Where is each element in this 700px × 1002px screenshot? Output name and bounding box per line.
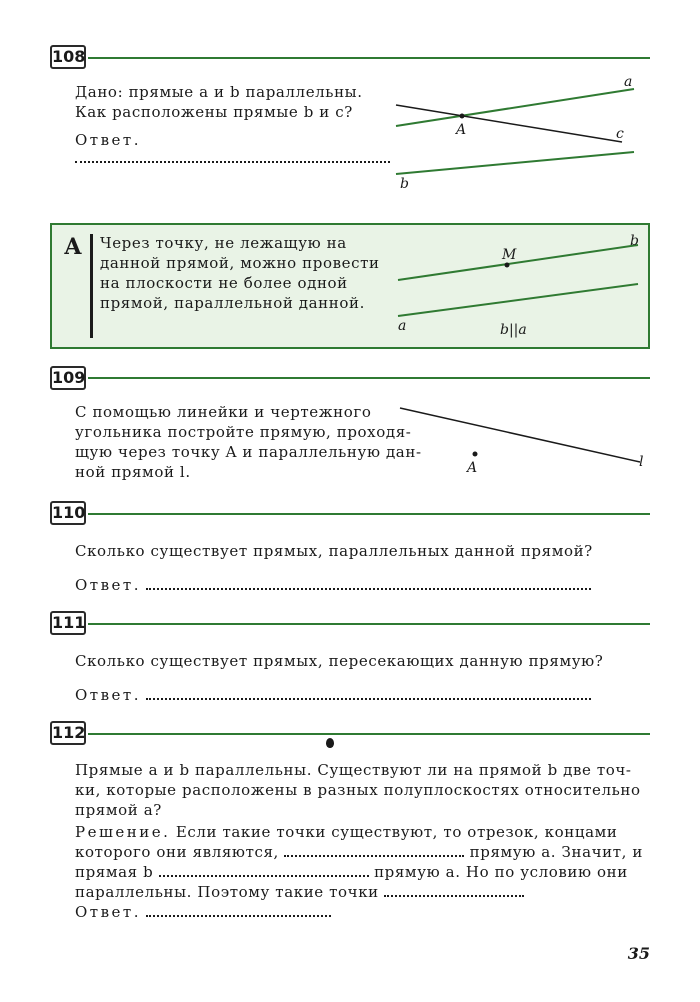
exercise-112-answer-label: Ответ. — [75, 903, 141, 921]
line-a — [398, 284, 638, 316]
exercise-109-rule — [88, 377, 650, 379]
label-a: a — [624, 74, 633, 90]
point-M — [505, 263, 510, 268]
exercise-112-blank-3[interactable] — [384, 883, 524, 897]
exercise-111-rule — [88, 623, 650, 625]
label-l: l — [639, 454, 644, 470]
exercise-112-line-3: прямой a? — [75, 801, 162, 819]
line-c — [396, 105, 622, 142]
exercise-110-number: 110 — [50, 501, 86, 525]
exercise-110-answer-line[interactable] — [146, 576, 591, 590]
exercise-112-line-2: ки, которые расположены в разных полуплоскостях относительно — [75, 781, 641, 799]
exercise-112-solution-3 — [75, 862, 628, 882]
exercise-111-question: Сколько существует прямых, пересекающих данную прямую? — [75, 652, 604, 670]
exercise-111-answer-line[interactable] — [146, 686, 591, 700]
label-a: a — [398, 318, 407, 334]
axiom-line-4: прямой, параллельной данной. — [100, 294, 365, 312]
axiom-line-2: данной прямой, можно провести — [100, 254, 380, 272]
line-a — [396, 89, 634, 126]
exercise-112-blank-2[interactable] — [159, 863, 369, 877]
exercise-109-line-3: щую через точку A и параллельную дан- — [75, 443, 422, 461]
exercise-108-answer-line[interactable] — [75, 148, 390, 167]
ink-blot — [326, 738, 334, 748]
exercise-109-line-4: ной прямой l. — [75, 463, 191, 481]
exercise-112-solution-text-4: параллельны. Поэтому такие точки — [75, 883, 379, 901]
exercise-112-number: 112 — [50, 721, 86, 745]
exercise-112-solution-4 — [75, 882, 524, 902]
axiom-figure — [390, 228, 648, 346]
exercise-112-solution-text-2a: которого они являются, — [75, 843, 279, 861]
label-A: A — [467, 460, 478, 476]
line-b — [396, 152, 634, 174]
exercise-109-line-2: угольника постройте прямую, проходя- — [75, 423, 412, 441]
exercise-112-line-1: Прямые a и b параллельны. Существуют ли на прямой b две точ- — [75, 761, 632, 779]
exercise-112-solution-label: Решение. — [75, 823, 171, 841]
exercise-110-answer[interactable] — [75, 575, 591, 595]
exercise-110-answer-label: Ответ. — [75, 576, 141, 594]
exercise-110-question: Сколько существует прямых, параллельных данной прямой? — [75, 542, 593, 560]
exercise-112-solution-text-3b: прямую a. Но по условию они — [374, 863, 628, 881]
label-b: b — [630, 233, 639, 249]
exercise-111-answer-label: Ответ. — [75, 686, 141, 704]
exercise-108-answer-label: Ответ. — [75, 131, 141, 149]
exercise-112-blank-1[interactable] — [284, 843, 464, 857]
exercise-112-rule — [88, 733, 650, 735]
exercise-108-rule — [88, 57, 650, 59]
exercise-112-solution-text-1: Если такие точки существуют, то отрезок, концами — [175, 823, 618, 841]
exercise-109-line-1: С помощью линейки и чертежного — [75, 403, 372, 421]
exercise-112-answer[interactable] — [75, 902, 331, 922]
line-l — [400, 408, 640, 462]
label-A: A — [456, 122, 467, 138]
exercise-108-figure — [390, 72, 650, 197]
label-M: M — [502, 247, 517, 263]
label-b: b — [400, 176, 409, 192]
axiom-line-1: Через точку, не лежащую на — [100, 234, 347, 252]
point-A — [460, 114, 465, 119]
exercise-109-figure[interactable] — [395, 396, 650, 478]
exercise-109-number: 109 — [50, 366, 86, 390]
page-number: 35 — [627, 944, 650, 963]
exercise-112-solution-text-2b: прямую a. Значит, и — [469, 843, 643, 861]
exercise-112-solution-1 — [75, 822, 618, 842]
axiom-line-3: на плоскости не более одной — [100, 274, 348, 292]
exercise-110-rule — [88, 513, 650, 515]
exercise-111-number: 111 — [50, 611, 86, 635]
label-c: c — [616, 126, 624, 142]
exercise-108-question: Как расположены прямые b и c? — [75, 103, 353, 121]
line-b — [398, 245, 638, 280]
exercise-112-solution-text-3a: прямая b — [75, 863, 154, 881]
exercise-112-solution-2 — [75, 842, 643, 862]
axiom-letter: А — [64, 234, 82, 260]
exercise-112-answer-line[interactable] — [146, 903, 331, 917]
axiom-divider — [90, 234, 93, 338]
exercise-108-number-box: 108 — [50, 45, 86, 69]
label-relation: b||a — [500, 322, 527, 338]
point-A — [473, 452, 478, 457]
exercise-111-answer[interactable] — [75, 685, 591, 705]
exercise-108-given: Дано: прямые a и b параллельны. — [75, 83, 363, 101]
